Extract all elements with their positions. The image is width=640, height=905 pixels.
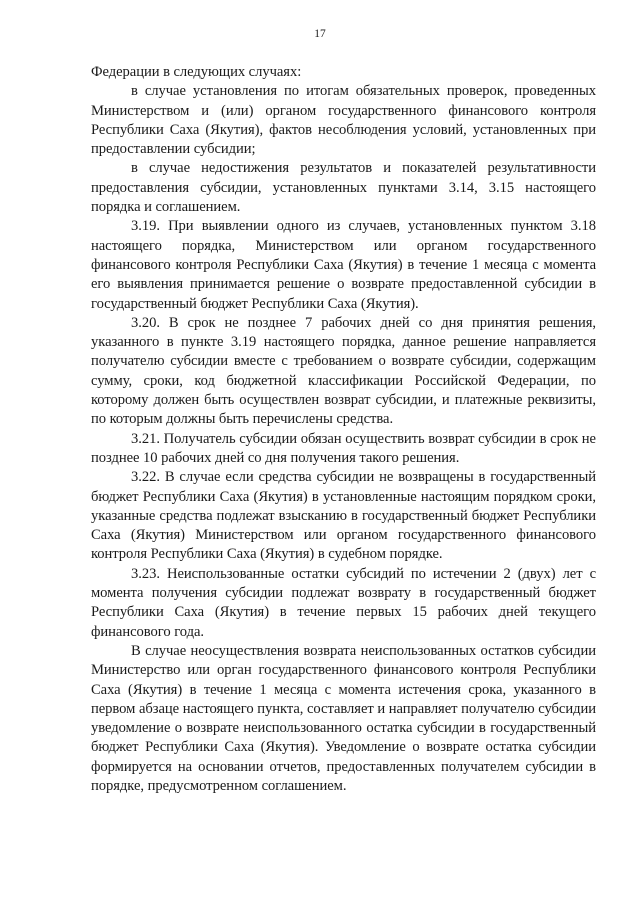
paragraph-unused-balance: В случае неосуществления возврата неиспользованных остатков субсидии Министерство или орган государственного финансового контроля Республики Саха (Якутия) в течение 1 месяца с момента истечения срока, указанного в первом абзаце настоящего пункта, составляет и направляет получателю субсидии уведомление о возврате неиспользованного остатка субсидии в государственный бюджет Республики Саха (Якутия). Уведомление о возврате остатка субсидии формируется на основании отчетов, предоставленных получателем субсидии в порядке, предусмотренном соглашением. (91, 642, 596, 794)
paragraph-case-results: в случае недостижения результатов и показателей результативности предоставления субсидии, установленных пунктами 3.14, 3.15 настоящего порядка и соглашением. (91, 160, 596, 216)
paragraph-3-19: 3.19. При выявлении одного из случаев, установленных пунктом 3.18 настоящего порядка, Министерством или органом государственного финансового контроля Республики Саха (Якутия) в течение 1 месяца с момента его выявления принимается решение о возврате предоставленной субсидии в государственный бюджет Республики Саха (Якутия). (91, 218, 596, 312)
document-body (91, 63, 596, 796)
paragraph-3-23: 3.23. Неиспользованные остатки субсидий по истечении 2 (двух) лет с момента получения субсидии подлежат возврату в государственный бюджет Республики Саха (Якутия) в течение первых 15 рабочих дней текущего финансового года. (91, 565, 596, 640)
page-number: 17 (314, 28, 326, 40)
paragraph-3-21: 3.21. Получатель субсидии обязан осуществить возврат субсидии в срок не позднее 10 рабочих дней со дня получения такого решения. (91, 430, 596, 466)
paragraph-3-22: 3.22. В случае если средства субсидии не возвращены в государственный бюджет Республики Саха (Якутия) в установленные настоящим порядком сроки, указанные средства подлежат взысканию в государственный бюджет Республики Саха (Якутия) Министерством или органом государственного финансового контроля Республики Саха (Якутия) в судебном порядке. (91, 469, 596, 563)
paragraph-3-20: 3.20. В срок не позднее 7 рабочих дней со дня принятия решения, указанного в пункте 3.19 настоящего порядка, данное решение направляется получателю субсидии вместе с требованием о возврате субсидии, содержащим сумму, сроки, код бюджетной классификации Российской Федерации, по которому должен быть осуществлен возврат субсидии, и платежные реквизиты, по которым должны быть перечислены средства. (91, 314, 596, 428)
paragraph-intro: Федерации в следующих случаях: (91, 64, 302, 80)
paragraph-case-violation: в случае установления по итогам обязательных проверок, проведенных Министерством и (или) органом государственного финансового контроля Республики Саха (Якутия), фактов несоблюдения условий, установленных при предоставлении субсидии; (91, 83, 596, 158)
